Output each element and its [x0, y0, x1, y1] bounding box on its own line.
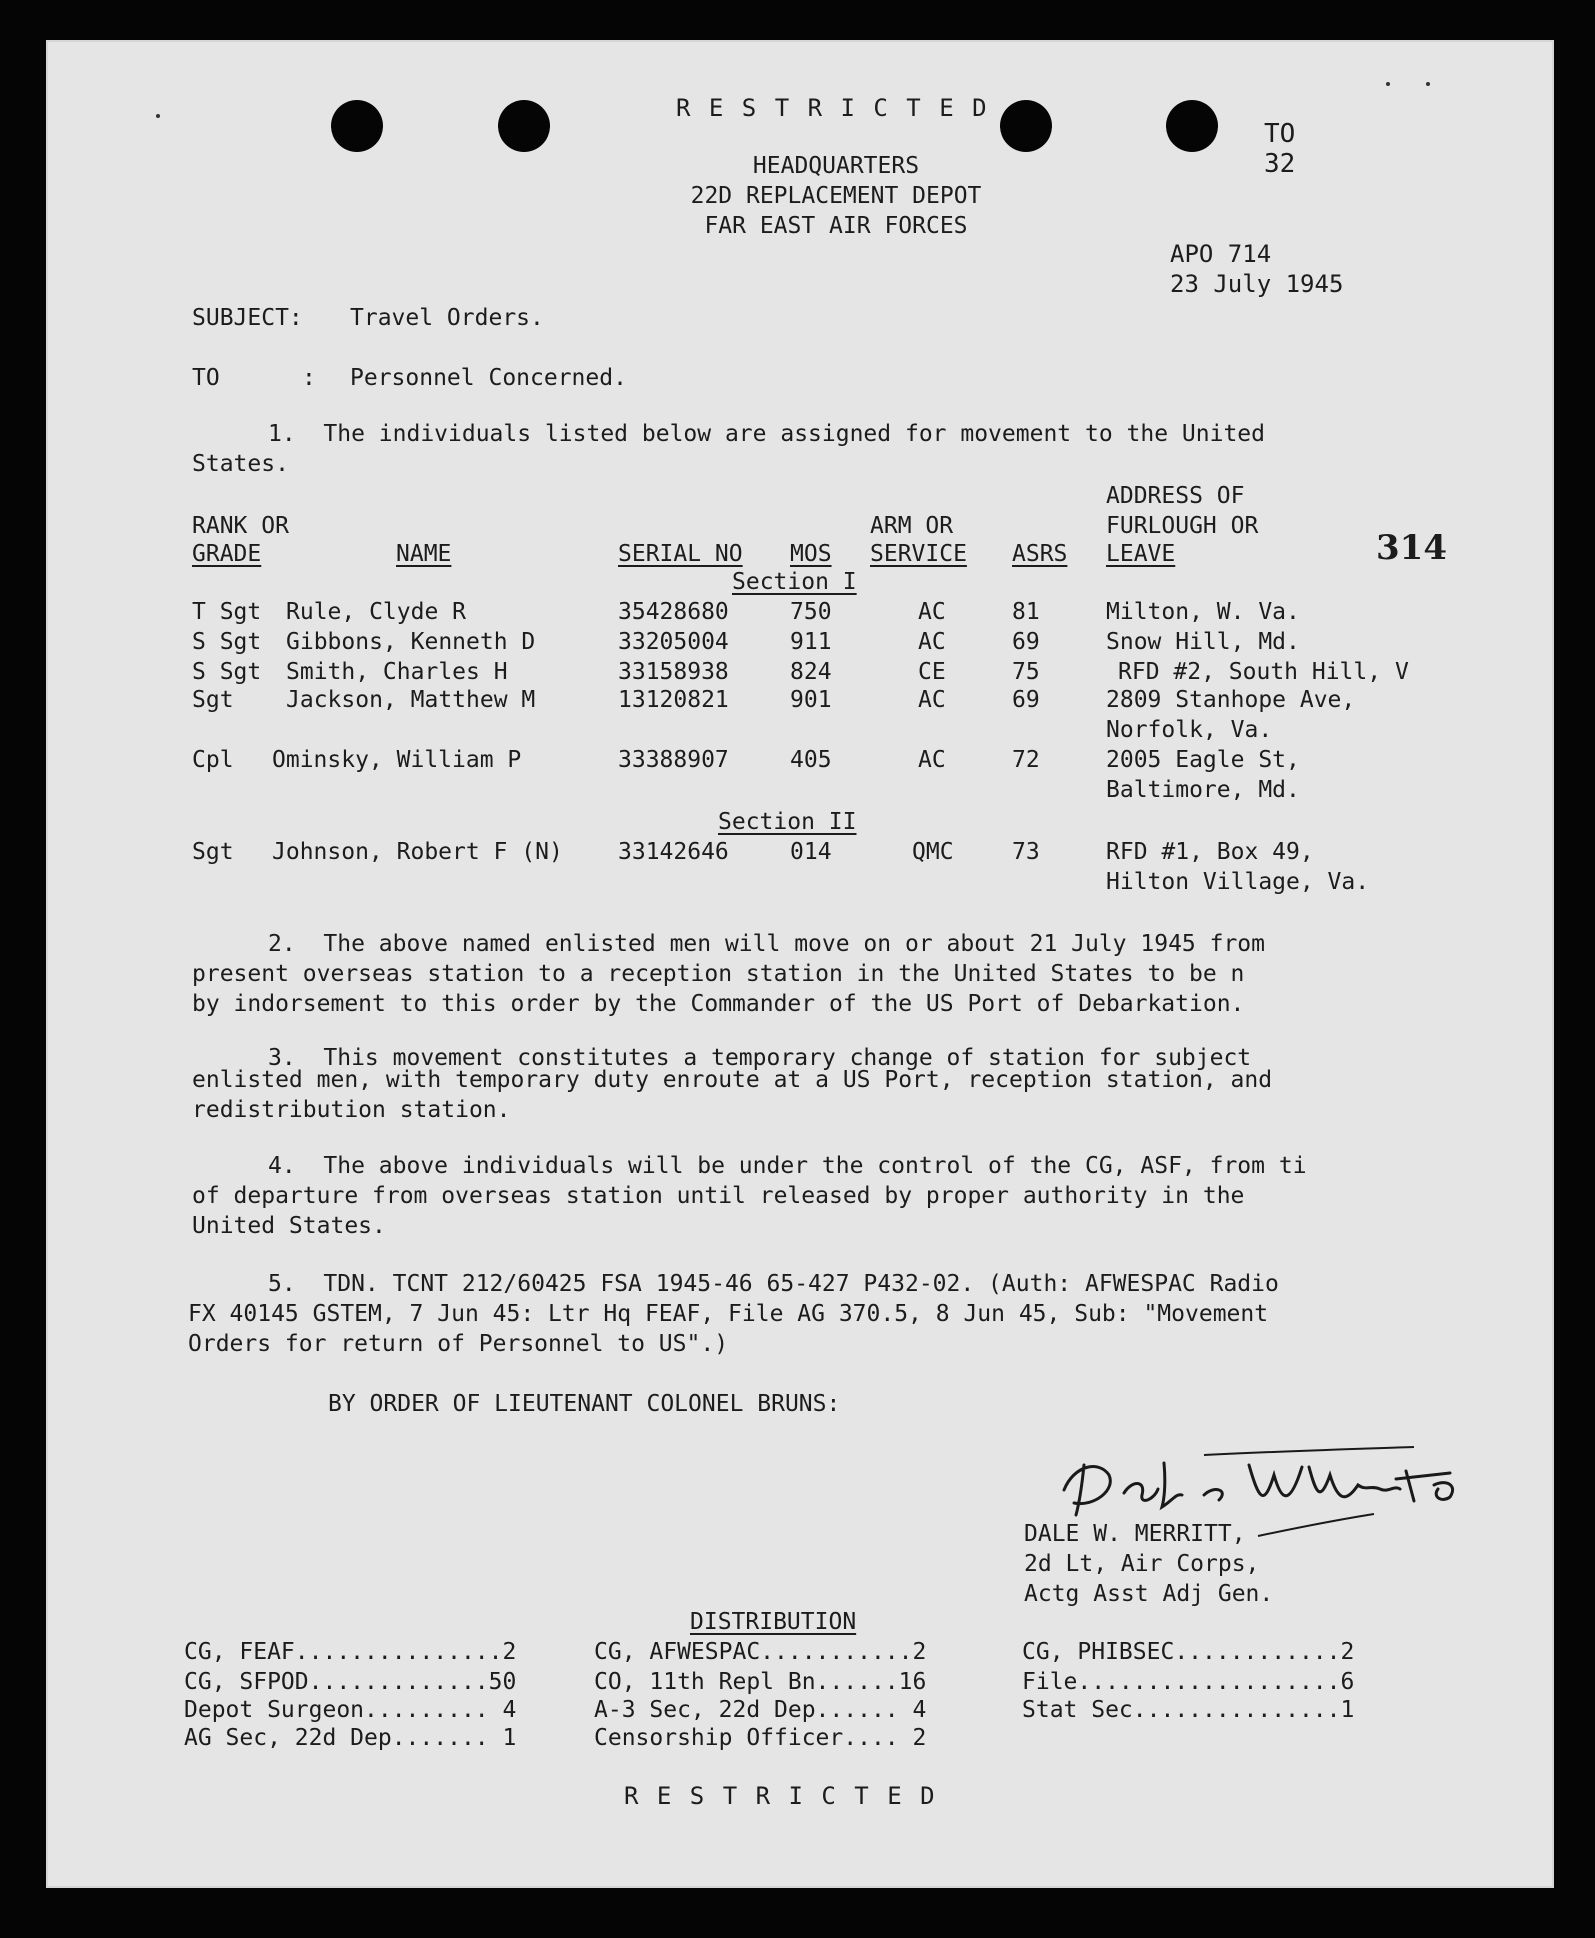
- cell-mos: 824: [790, 659, 832, 685]
- restricted-banner-bottom: R E S T R I C T E D: [624, 1782, 937, 1810]
- cell-address-line-2: Baltimore, Md.: [1106, 777, 1300, 803]
- header-arm-2: SERVICE: [870, 541, 967, 567]
- cell-arm: AC: [918, 687, 946, 713]
- para2-line-3: by indorsement to this order by the Commander of the US Port of Debarkation.: [192, 991, 1245, 1017]
- cell-mos: 014: [790, 839, 832, 865]
- distribution-entry: CG, AFWESPAC...........2: [594, 1639, 927, 1665]
- corner-mark-number: 32: [1264, 149, 1296, 179]
- header-address-1: ADDRESS OF: [1106, 483, 1245, 509]
- header-line-3: FAR EAST AIR FORCES: [704, 213, 968, 239]
- subject-label: SUBJECT:: [192, 305, 303, 331]
- cell-mos: 405: [790, 747, 832, 773]
- cell-rank: S Sgt: [192, 659, 262, 685]
- speck: [156, 114, 160, 118]
- cell-address: RFD #1, Box 49,: [1106, 839, 1314, 865]
- distribution-entry: AG Sec, 22d Dep....... 1: [184, 1725, 517, 1751]
- header-name: NAME: [396, 541, 452, 567]
- header-asrs: ASRS: [1012, 541, 1068, 567]
- para5-line-1: 5. TDN. TCNT 212/60425 FSA 1945-46 65-427 P432-02. (Auth: AFWESPAC Radio: [268, 1271, 1279, 1297]
- distribution-entry: CG, PHIBSEC............2: [1022, 1639, 1355, 1665]
- cell-mos: 911: [790, 629, 832, 655]
- cell-rank: Sgt: [192, 839, 234, 865]
- cell-rank: Sgt: [192, 687, 234, 713]
- cell-rank: T Sgt: [192, 599, 262, 625]
- subject-value: Travel Orders.: [350, 305, 544, 331]
- header-serial: SERIAL NO: [618, 541, 743, 567]
- signer-rank: 2d Lt, Air Corps,: [1024, 1551, 1260, 1577]
- cell-address-line-2: Norfolk, Va.: [1106, 717, 1273, 743]
- by-order-line: BY ORDER OF LIEUTENANT COLONEL BRUNS:: [328, 1391, 841, 1417]
- cell-mos: 901: [790, 687, 832, 713]
- cell-arm: QMC: [912, 839, 954, 865]
- distribution-entry: Stat Sec...............1: [1022, 1697, 1355, 1723]
- header-arm-1: ARM OR: [870, 513, 954, 539]
- cell-asrs: 72: [1012, 747, 1040, 773]
- punch-hole: [1000, 100, 1052, 152]
- distribution-entry: CG, SFPOD.............50: [184, 1669, 517, 1695]
- distribution-entry: File...................6: [1022, 1669, 1355, 1695]
- cell-address: Milton, W. Va.: [1106, 599, 1300, 625]
- para3-line-2: enlisted men, with temporary duty enroute at a US Port, reception station, and: [192, 1067, 1273, 1093]
- header-mos: MOS: [790, 541, 832, 567]
- cell-rank: S Sgt: [192, 629, 262, 655]
- cell-asrs: 75: [1012, 659, 1040, 685]
- cell-arm: AC: [918, 629, 946, 655]
- punch-hole: [1166, 100, 1218, 152]
- punch-hole: [331, 100, 383, 152]
- document-page: [46, 40, 1554, 1888]
- section-2-heading: Section II: [718, 809, 857, 835]
- to-value: Personnel Concerned.: [350, 365, 627, 391]
- header-address-2: FURLOUGH OR: [1106, 513, 1259, 539]
- header-line-1: HEADQUARTERS: [752, 153, 920, 179]
- cell-arm: AC: [918, 599, 946, 625]
- cell-name: Ominsky, William P: [272, 747, 522, 773]
- cell-serial: 35428680: [618, 599, 729, 625]
- cell-address: 2809 Stanhope Ave,: [1106, 687, 1356, 713]
- cell-name: Rule, Clyde R: [286, 599, 467, 625]
- speck: [1426, 82, 1430, 86]
- cell-address: RFD #2, South Hill, V: [1118, 659, 1409, 685]
- cell-mos: 750: [790, 599, 832, 625]
- cell-name: Jackson, Matthew M: [286, 687, 536, 713]
- cell-arm: CE: [918, 659, 946, 685]
- cell-serial: 33388907: [618, 747, 729, 773]
- cell-name: Smith, Charles H: [286, 659, 508, 685]
- para5-line-3: Orders for return of Personnel to US".): [188, 1331, 729, 1357]
- cell-rank: Cpl: [192, 747, 234, 773]
- cell-asrs: 69: [1012, 687, 1040, 713]
- signature-underline: [1256, 1510, 1376, 1540]
- distribution-entry: Censorship Officer.... 2: [594, 1725, 927, 1751]
- to-label: TO: [192, 365, 220, 391]
- distribution-entry: Depot Surgeon......... 4: [184, 1697, 517, 1723]
- cell-name: Gibbons, Kenneth D: [286, 629, 536, 655]
- header-address-3: LEAVE: [1106, 541, 1176, 567]
- signer-name: DALE W. MERRITT,: [1024, 1521, 1246, 1547]
- page-mark: 314: [1376, 528, 1447, 568]
- section-1-heading: Section I: [732, 569, 857, 595]
- punch-hole: [498, 100, 550, 152]
- para2-line-1: 2. The above named enlisted men will move on or about 21 July 1945 from: [268, 931, 1265, 957]
- header-line-2: 22D REPLACEMENT DEPOT: [690, 183, 982, 209]
- signer-title: Actg Asst Adj Gen.: [1024, 1581, 1274, 1607]
- restricted-banner-top: R E S T R I C T E D: [676, 94, 989, 122]
- cell-serial: 33205004: [618, 629, 729, 655]
- para4-line-2: of departure from overseas station until released by proper authority in the: [192, 1183, 1245, 1209]
- header-rank-1: RANK OR: [192, 513, 289, 539]
- cell-serial: 13120821: [618, 687, 729, 713]
- distribution-entry: CO, 11th Repl Bn......16: [594, 1669, 927, 1695]
- distribution-title: DISTRIBUTION: [690, 1609, 857, 1635]
- order-date: 23 July 1945: [1170, 270, 1344, 298]
- header-rank-2: GRADE: [192, 541, 262, 567]
- para4-line-1: 4. The above individuals will be under the control of the CG, ASF, from ti: [268, 1153, 1307, 1179]
- cell-serial: 33158938: [618, 659, 729, 685]
- distribution-entry: CG, FEAF...............2: [184, 1639, 517, 1665]
- para3-line-1: 3. This movement constitutes a temporary change of station for subject: [268, 1045, 1252, 1071]
- cell-asrs: 69: [1012, 629, 1040, 655]
- cell-asrs: 81: [1012, 599, 1040, 625]
- cell-serial: 33142646: [618, 839, 729, 865]
- para1-line-1: 1. The individuals listed below are assigned for movement to the United: [268, 421, 1265, 447]
- to-colon: :: [302, 365, 316, 391]
- speck: [1386, 82, 1390, 86]
- cell-address: 2005 Eagle St,: [1106, 747, 1300, 773]
- para3-line-3: redistribution station.: [192, 1097, 511, 1123]
- para5-line-2: FX 40145 GSTEM, 7 Jun 45: Ltr Hq FEAF, File AG 370.5, 8 Jun 45, Sub: "Movement: [188, 1301, 1269, 1327]
- cell-arm: AC: [918, 747, 946, 773]
- apo-number: APO 714: [1170, 240, 1272, 268]
- para2-line-2: present overseas station to a reception station in the United States to be n: [192, 961, 1245, 987]
- cell-address-line-2: Hilton Village, Va.: [1106, 869, 1370, 895]
- cell-address: Snow Hill, Md.: [1106, 629, 1300, 655]
- cell-asrs: 73: [1012, 839, 1040, 865]
- cell-name: Johnson, Robert F (N): [272, 839, 563, 865]
- corner-mark-to: TO: [1264, 119, 1296, 149]
- distribution-entry: A-3 Sec, 22d Dep...... 4: [594, 1697, 927, 1723]
- para4-line-3: United States.: [192, 1213, 386, 1239]
- para1-line-2: States.: [192, 451, 289, 477]
